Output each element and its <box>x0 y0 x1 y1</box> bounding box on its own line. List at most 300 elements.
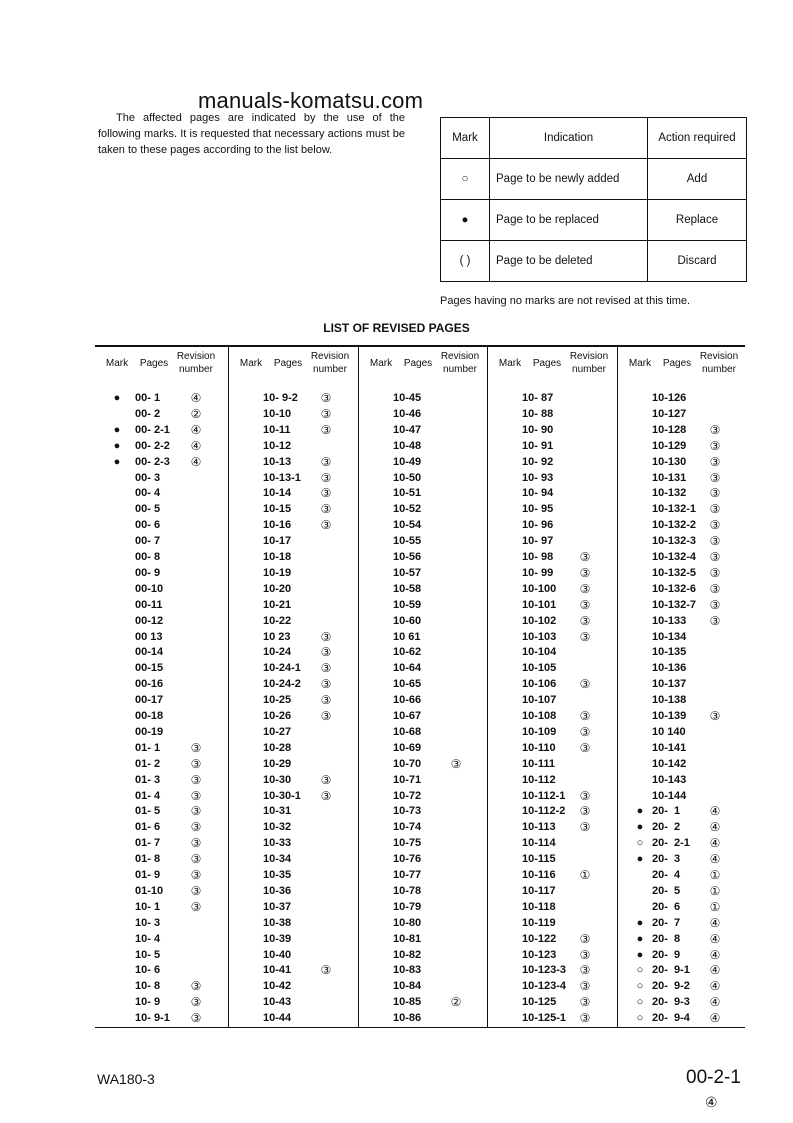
list-row <box>95 915 228 931</box>
list-row <box>95 962 228 978</box>
list-row <box>618 438 746 454</box>
list-row <box>359 851 488 867</box>
page-number: 01- 7 <box>135 837 161 850</box>
footer-page-number: 00-2-1 <box>686 1067 741 1088</box>
revision-number: ③ <box>190 836 202 851</box>
list-row <box>95 947 228 963</box>
list-row <box>229 819 359 835</box>
page-number: 10-108 <box>522 710 557 722</box>
revision-number: ④ <box>709 852 721 867</box>
page-number: 10-52 <box>393 503 422 516</box>
legend-action: Replace <box>648 200 747 241</box>
revision-number: ③ <box>709 534 721 549</box>
list-row <box>229 931 359 947</box>
list-row <box>618 867 746 883</box>
page-number: 00- 2-2 <box>135 439 170 452</box>
page-number: 10-139 <box>652 710 687 722</box>
page-number: 10-59 <box>393 598 422 611</box>
page-number: 10 61 <box>393 630 421 643</box>
list-row <box>95 772 228 788</box>
revision-number: ③ <box>320 963 332 978</box>
page-number: 10-142 <box>652 757 687 770</box>
list-row <box>95 533 228 549</box>
revision-number: ③ <box>709 709 721 723</box>
page-number: 10-126 <box>652 392 687 404</box>
list-row <box>95 899 228 915</box>
list-row <box>618 501 746 517</box>
page-number: 10-71 <box>393 773 422 786</box>
list-row <box>488 597 618 613</box>
list-row <box>359 692 488 708</box>
page-number: 01- 6 <box>135 821 161 834</box>
list-row <box>488 644 618 660</box>
revision-number: ③ <box>709 502 721 517</box>
page-number: 10-75 <box>393 837 422 850</box>
revision-number: ③ <box>190 995 202 1010</box>
legend-indication: Page to be replaced <box>490 200 648 241</box>
page-number: 10-112 <box>522 773 556 786</box>
page-number: 10-137 <box>652 678 687 691</box>
page-number: 10-104 <box>522 646 557 659</box>
page-number: 10-125-1 <box>522 1012 567 1025</box>
list-row <box>229 947 359 963</box>
list-row <box>488 756 618 772</box>
list-row <box>488 565 618 581</box>
list-row <box>95 835 228 851</box>
list-row <box>95 629 228 645</box>
list-row <box>488 692 618 708</box>
list-row <box>488 740 618 756</box>
list-row <box>488 947 618 963</box>
revision-number: ③ <box>190 979 202 994</box>
page-number: 10-48 <box>393 439 422 452</box>
page-number: 10-66 <box>393 694 422 707</box>
page-number: 10-111 <box>522 757 556 770</box>
list-row <box>229 676 359 692</box>
page-number: 10-74 <box>393 821 422 834</box>
revision-mark: ● <box>113 392 121 404</box>
page-number: 10-65 <box>393 678 422 691</box>
list-row <box>359 947 488 963</box>
list-row <box>359 470 488 486</box>
list-row <box>359 438 488 454</box>
page-number: 10-132-2 <box>652 519 697 532</box>
page-number: 10-134 <box>652 630 687 643</box>
revision-number: ① <box>709 868 721 882</box>
page-number: 00-19 <box>135 725 164 738</box>
intro-paragraph: The affected pages are indicated by the use of the following marks. It is requested that necessary actions must be taken to these pages according to the list below. <box>98 112 405 156</box>
revision-number: ④ <box>709 836 721 851</box>
column-header-pages: Pages <box>139 358 169 369</box>
page-number: 10-45 <box>393 392 422 404</box>
list-row <box>618 883 746 899</box>
page-number: 10-125 <box>522 996 557 1009</box>
page-number: 01- 5 <box>135 805 161 818</box>
list-row <box>95 422 228 438</box>
page-number: 20- 9 <box>652 948 681 961</box>
page-number: 10-107 <box>522 694 557 707</box>
list-row <box>488 660 618 676</box>
revision-number: ④ <box>709 963 721 978</box>
page-number: 10-62 <box>393 646 422 659</box>
list-row <box>618 629 746 645</box>
revision-number: ③ <box>190 788 202 803</box>
page-number: 01- 4 <box>135 789 161 802</box>
page-number: 10-110 <box>522 741 556 754</box>
list-row <box>488 1010 618 1026</box>
list-row <box>229 772 359 788</box>
revision-number: ③ <box>579 597 591 612</box>
revision-number: ③ <box>709 597 721 612</box>
column-header-pages: Pages <box>532 358 562 369</box>
revision-number: ③ <box>579 581 591 596</box>
page-number: 10-73 <box>393 805 422 818</box>
page-number: 20- 9-1 <box>652 964 690 977</box>
list-row <box>488 629 618 645</box>
page-number: 10-84 <box>393 980 422 993</box>
list-row <box>488 915 618 931</box>
list-row <box>618 947 746 963</box>
page-number: 10-133 <box>652 614 687 627</box>
list-row <box>359 644 488 660</box>
list-row <box>229 708 359 724</box>
list-row <box>229 962 359 978</box>
revision-number: ③ <box>579 788 591 803</box>
page-number: 10-132-1 <box>652 503 697 516</box>
revision-number: ④ <box>190 391 202 405</box>
list-row <box>229 517 359 533</box>
page-number: 01-10 <box>135 884 164 897</box>
page-number: 00- 8 <box>135 551 161 563</box>
list-row <box>488 438 618 454</box>
list-row <box>229 613 359 629</box>
list-row <box>229 692 359 708</box>
list-row <box>229 422 359 438</box>
revision-number: ③ <box>320 661 332 676</box>
list-row <box>359 931 488 947</box>
page-number: 10-118 <box>522 900 556 913</box>
list-row <box>488 390 618 406</box>
page-number: 10-115 <box>522 853 556 866</box>
page-number: 10-100 <box>522 582 557 595</box>
column-header-revision: Revision number <box>310 351 350 375</box>
list-row <box>359 756 488 772</box>
page-number: 10- 6 <box>135 964 161 977</box>
legend-header-mark: Mark <box>441 118 490 159</box>
page-number: 20- 3 <box>652 853 681 866</box>
revision-mark: ○ <box>636 996 644 1009</box>
legend-mark: ○ <box>441 159 490 200</box>
revision-number: ③ <box>579 740 591 755</box>
page-number: 10-12 <box>263 439 292 452</box>
revision-mark: ● <box>113 455 121 468</box>
page-number: 10- 87 <box>522 392 554 404</box>
legend-row <box>441 200 747 241</box>
page-number: 10- 9-1 <box>135 1012 170 1025</box>
list-row <box>95 851 228 867</box>
page-number: 00-10 <box>135 582 164 595</box>
revision-number: ③ <box>190 756 202 771</box>
page-number: 10 140 <box>652 725 686 738</box>
page-number: 10-15 <box>263 503 292 516</box>
page-number: 10- 5 <box>135 948 161 961</box>
revision-number: ③ <box>709 422 721 437</box>
list-row <box>488 899 618 915</box>
list-row <box>359 454 488 470</box>
page-number: 10-19 <box>263 566 292 579</box>
list-row <box>229 867 359 883</box>
page-number: 10-132-3 <box>652 535 697 548</box>
column-header-revision: Revision number <box>699 351 739 375</box>
page-number: 10-38 <box>263 916 292 929</box>
list-column <box>358 345 488 1027</box>
list-row <box>488 422 618 438</box>
legend-header-indication: Indication <box>490 118 648 159</box>
list-row <box>618 660 746 676</box>
revision-number: ③ <box>320 518 332 533</box>
revision-mark: ○ <box>636 980 644 993</box>
revision-number: ③ <box>579 629 591 644</box>
list-row <box>488 724 618 740</box>
list-row <box>95 613 228 629</box>
list-row <box>488 454 618 470</box>
list-row <box>229 644 359 660</box>
page-number: 10-43 <box>263 996 292 1009</box>
list-row <box>95 485 228 501</box>
page-number: 10-83 <box>393 964 422 977</box>
revision-number: ④ <box>709 1011 721 1026</box>
page-number: 10-109 <box>522 725 557 738</box>
list-row <box>229 660 359 676</box>
page-number: 10-105 <box>522 662 557 675</box>
list-row <box>618 454 746 470</box>
revision-number: ③ <box>709 550 721 564</box>
page-number: 01- 9 <box>135 869 161 881</box>
list-row <box>95 740 228 756</box>
list-row <box>488 803 618 819</box>
revision-number: ③ <box>190 772 202 787</box>
list-row <box>359 390 488 406</box>
list-row <box>229 883 359 899</box>
revision-number: ③ <box>579 565 591 580</box>
page-number: 10-34 <box>263 853 292 866</box>
list-row <box>618 485 746 501</box>
revision-number: ③ <box>579 947 591 962</box>
revision-number: ③ <box>320 454 332 469</box>
column-header-mark: Mark <box>498 358 522 369</box>
page-number: 00 13 <box>135 630 163 643</box>
list-row <box>359 1010 488 1026</box>
legend-mark: ( ) <box>441 241 490 282</box>
page-number: 10-131 <box>652 471 687 484</box>
revision-number: ③ <box>190 820 202 835</box>
list-row <box>229 915 359 931</box>
page-number: 10- 92 <box>522 455 554 468</box>
page-number: 00-16 <box>135 678 164 691</box>
list-row <box>359 485 488 501</box>
page-number: 10-29 <box>263 757 292 770</box>
page-number: 10-27 <box>263 725 292 738</box>
page-number: 10-128 <box>652 423 687 436</box>
page-number: 20- 9-3 <box>652 996 690 1009</box>
page-number: 10- 98 <box>522 551 554 563</box>
page-number: 10-13-1 <box>263 471 301 484</box>
list-row <box>95 994 228 1010</box>
list-row <box>618 740 746 756</box>
list-row <box>488 533 618 549</box>
page-number: 10-24 <box>263 646 292 659</box>
footer-model: WA180-3 <box>97 1071 155 1087</box>
list-row <box>359 660 488 676</box>
revision-number: ③ <box>320 677 332 692</box>
revision-number: ③ <box>579 724 591 739</box>
list-row <box>618 1010 746 1026</box>
legend-header-action: Action required <box>648 118 747 159</box>
list-row <box>618 708 746 724</box>
list-row <box>229 629 359 645</box>
page-number: 10-30 <box>263 773 292 786</box>
page-number: 00- 2-1 <box>135 423 170 436</box>
column-header-mark: Mark <box>239 358 263 369</box>
list-row <box>229 978 359 994</box>
list-row <box>618 931 746 947</box>
list-row <box>95 390 228 406</box>
list-row <box>618 851 746 867</box>
list-row <box>229 454 359 470</box>
page-number: 10-136 <box>652 662 687 675</box>
page-number: 10-35 <box>263 869 292 881</box>
page-number: 10-144 <box>652 789 687 802</box>
list-column <box>95 345 228 1027</box>
list-row <box>95 978 228 994</box>
revision-number: ③ <box>190 883 202 898</box>
column-header-revision: Revision number <box>569 351 609 375</box>
revision-number: ③ <box>709 565 721 580</box>
revision-number: ① <box>709 899 721 914</box>
revision-number: ③ <box>709 454 721 469</box>
revision-mark: ○ <box>636 837 644 850</box>
list-row <box>359 994 488 1010</box>
page-number: 10-132-5 <box>652 566 697 579</box>
list-row <box>618 724 746 740</box>
list-row <box>229 581 359 597</box>
page-number: 10-132-7 <box>652 598 697 611</box>
revision-number: ③ <box>320 629 332 644</box>
revision-number: ③ <box>190 852 202 867</box>
revision-number: ③ <box>709 486 721 501</box>
page-number: 10-46 <box>393 407 422 420</box>
page-number: 00- 7 <box>135 535 161 548</box>
list-row <box>95 931 228 947</box>
page-number: 10-132-4 <box>652 551 697 563</box>
list-row <box>229 406 359 422</box>
list-row <box>488 994 618 1010</box>
list-row <box>618 692 746 708</box>
list-row <box>488 772 618 788</box>
revision-number: ④ <box>190 422 202 437</box>
list-row <box>95 581 228 597</box>
list-row <box>618 899 746 915</box>
page-number: 00- 3 <box>135 471 161 484</box>
revision-number: ③ <box>320 772 332 787</box>
page-number: 10-49 <box>393 455 422 468</box>
list-column <box>617 345 746 1027</box>
revision-mark: ● <box>636 916 644 929</box>
page-number: 10- 8 <box>135 980 161 993</box>
list-row <box>95 549 228 565</box>
list-row <box>229 803 359 819</box>
revision-number: ① <box>709 883 721 898</box>
revision-number: ③ <box>579 804 591 819</box>
list-row <box>618 835 746 851</box>
list-row <box>359 835 488 851</box>
list-row <box>618 549 746 565</box>
page-number: 20- 6 <box>652 900 681 913</box>
page-number: 10-14 <box>263 487 292 500</box>
page-number: 10-37 <box>263 900 292 913</box>
revision-number: ③ <box>579 820 591 835</box>
watermark: manuals-komatsu.com <box>198 88 424 113</box>
list-row <box>618 962 746 978</box>
page-number: 10-135 <box>652 646 687 659</box>
page-number: 10-138 <box>652 694 687 707</box>
page-number: 10-39 <box>263 932 292 945</box>
page-number: 10-68 <box>393 725 422 738</box>
list-row <box>359 899 488 915</box>
list-row <box>95 517 228 533</box>
page-number: 10-32 <box>263 821 292 834</box>
page-number: 10- 91 <box>522 439 554 452</box>
revision-number: ③ <box>709 438 721 453</box>
page-number: 10- 1 <box>135 900 161 913</box>
list-row <box>95 803 228 819</box>
revision-number: ② <box>190 406 202 421</box>
page-number: 10-64 <box>393 662 422 675</box>
list-row <box>229 565 359 581</box>
page-number: 10-132 <box>652 487 687 500</box>
page-number: 10-24-2 <box>263 678 301 691</box>
page-number: 10-101 <box>522 598 557 611</box>
list-row <box>488 867 618 883</box>
page-number: 10-116 <box>522 869 556 881</box>
list-row <box>488 962 618 978</box>
list-row <box>359 613 488 629</box>
list-column <box>228 345 359 1027</box>
revision-number: ③ <box>190 740 202 755</box>
list-row <box>488 851 618 867</box>
column-header-mark: Mark <box>628 358 652 369</box>
list-row <box>229 501 359 517</box>
list-row <box>359 406 488 422</box>
list-row <box>359 708 488 724</box>
list-row <box>618 978 746 994</box>
page-number: 10-44 <box>263 1012 292 1025</box>
page-number: 10- 93 <box>522 471 554 484</box>
revision-number: ④ <box>709 915 721 930</box>
revision-mark: ● <box>113 439 121 452</box>
page-number: 10-26 <box>263 710 292 722</box>
revision-number: ③ <box>320 502 332 517</box>
revision-number: ③ <box>579 931 591 946</box>
marks-legend-table <box>440 117 747 282</box>
page-number: 10-60 <box>393 614 422 627</box>
revision-number: ③ <box>579 963 591 978</box>
page-number: 10-36 <box>263 884 292 897</box>
revision-number: ③ <box>709 613 721 628</box>
list-row <box>359 422 488 438</box>
page-number: 20- 4 <box>652 869 681 881</box>
page-number: 10-123 <box>522 948 557 961</box>
